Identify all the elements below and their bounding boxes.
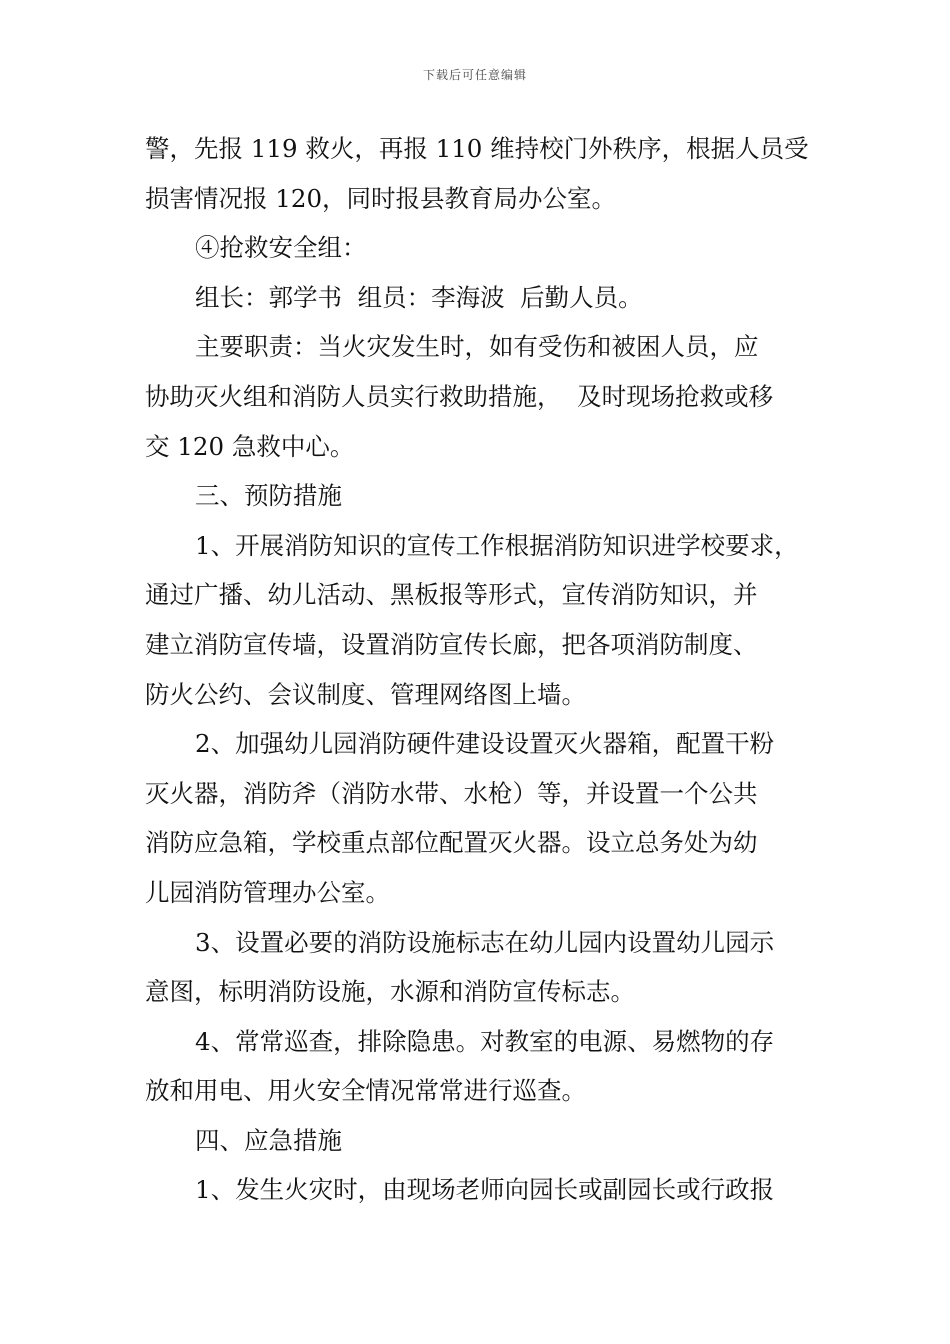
text-line: 防火公约、会议制度、管理网络图上墙。 bbox=[145, 679, 586, 709]
text-line: 2、加强幼儿园消防硬件建设设置灭火器箱，配置干粉 bbox=[195, 729, 775, 759]
text-line: 协助灭火组和消防人员实行救助措施， 及时现场抢救或移 bbox=[145, 381, 774, 411]
text-line: 损害情况报 120，同时报县教育局办公室。 bbox=[145, 183, 617, 213]
text-line: 通过广播、幼儿活动、黑板报等形式，宣传消防知识，并 bbox=[145, 580, 758, 610]
text-line: 3、设置必要的消防设施标志在幼儿园内设置幼儿园示 bbox=[195, 927, 775, 957]
text-line: 建立消防宣传墙，设置消防宣传长廊，把各项消防制度、 bbox=[145, 629, 758, 659]
document-body bbox=[145, 124, 815, 1215]
text-line: ④抢救安全组： bbox=[195, 233, 367, 263]
text-line: 1、发生火灾时，由现场老师向园长或副园长或行政报 bbox=[195, 1175, 775, 1205]
text-line: 1、开展消防知识的宣传工作根据消防知识进学校要求， bbox=[195, 530, 799, 560]
page-header: 下载后可任意编辑 bbox=[422, 68, 527, 82]
text-line: 主要职责：当火灾发生时，如有受伤和被困人员，应 bbox=[195, 332, 759, 362]
text-line: 意图，标明消防设施，水源和消防宣传标志。 bbox=[145, 977, 635, 1007]
text-line: 儿园消防管理办公室。 bbox=[145, 877, 390, 907]
text-line: 四、应急措施 bbox=[195, 1125, 342, 1155]
text-line: 交 120 急救中心。 bbox=[145, 431, 355, 461]
text-line: 放和用电、用火安全情况常常进行巡查。 bbox=[145, 1076, 586, 1106]
text-line: 4、常常巡查，排除隐患。对教室的电源、易燃物的存 bbox=[195, 1026, 775, 1056]
text-line: 组长：郭学书 组员：李海波 后勤人员。 bbox=[195, 282, 643, 312]
text-line: 消防应急箱，学校重点部位配置灭火器。设立总务处为幼 bbox=[145, 828, 758, 858]
text-line: 警，先报 119 救火，再报 110 维持校门外秩序，根据人员受 bbox=[145, 134, 809, 163]
text-line: 三、预防措施 bbox=[195, 481, 342, 511]
text-line: 灭火器，消防斧（消防水带、水枪）等，并设置一个公共 bbox=[145, 778, 758, 808]
